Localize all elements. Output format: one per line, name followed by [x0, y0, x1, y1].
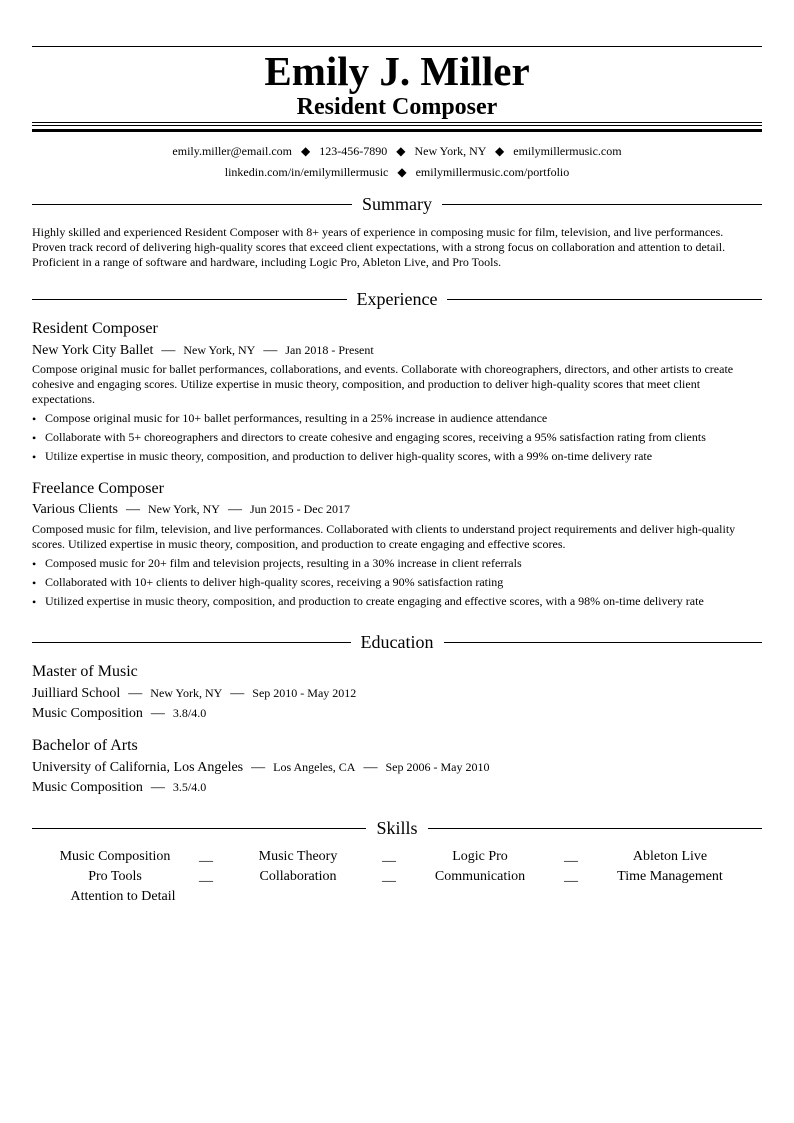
contact-line-1	[32, 143, 762, 159]
bullet-icon: •	[32, 595, 37, 609]
diamond-separator-icon: ◆	[301, 144, 311, 158]
summary-text: Highly skilled and experienced Resident Composer with 8+ years of experience in composing music for film, television, and live performances. Proven track record of delivering high-quality scores that exceed client expectations, with a strong focus on collaboration and attention to detail. Proficient in a range of software and hardware, including Logic Pro, Ableton Live, and Pro Tools.	[32, 225, 726, 269]
contact-website[interactable]: emilymillermusic.com	[513, 144, 622, 158]
degree-dates: Sep 2010 - May 2012	[252, 686, 357, 700]
diamond-separator-icon: ◆	[397, 165, 407, 179]
job-description: Compose original music for ballet performances, collaborations, and events. Collaborate with choreographers, directors, and other artists to create cohesive and engaging scores. Utilize expertise in music theory, composition, and production to deliver high-quality scores that meet client expectations.	[32, 362, 734, 406]
list-item	[32, 556, 762, 575]
bullet-text: Utilize expertise in music theory, composition, and production to deliver high-quality scores, with a 99% on-time delivery rate	[45, 449, 653, 463]
skills-heading	[32, 817, 762, 839]
em-dash: —	[150, 780, 165, 795]
job-role: Resident Composer	[32, 320, 158, 337]
job-bullets	[32, 411, 762, 468]
skill-item: Logic Pro	[452, 849, 508, 864]
job-meta	[32, 500, 350, 519]
degree-location: New York, NY	[150, 686, 223, 700]
header-rule-thick	[32, 129, 762, 132]
list-item	[32, 449, 762, 468]
candidate-name: Emily J. Miller	[264, 48, 530, 94]
skills-heading-label: Skills	[376, 818, 418, 838]
skill-item: Pro Tools	[88, 869, 142, 884]
degree-major-meta	[32, 704, 206, 723]
list-item	[32, 411, 762, 430]
em-dash: —	[363, 760, 378, 775]
degree-name: Bachelor of Arts	[32, 737, 138, 754]
skill-separator: __	[564, 849, 578, 864]
skill-item: Music Theory	[258, 849, 338, 864]
degree-location: Los Angeles, CA	[273, 760, 356, 774]
em-dash: —	[128, 686, 143, 701]
skill-item: Ableton Live	[632, 849, 708, 864]
bullet-icon: •	[32, 450, 37, 464]
experience-heading-label: Experience	[356, 289, 438, 309]
summary-heading-label: Summary	[362, 194, 432, 214]
job-org: New York City Ballet	[32, 343, 154, 358]
diamond-separator-icon: ◆	[495, 144, 505, 158]
degree-major: Music Composition	[32, 706, 143, 721]
job-description: Composed music for film, television, and live performances. Collaborated with clients to understand project requirements and deliver high-quality scores. Utilized expertise in music theory, composition, and production to create engaging and effective scores.	[32, 522, 736, 551]
bullet-text: Collaborated with 10+ clients to deliver high-quality scores, receiving a 90% satisfaction rating	[45, 575, 504, 589]
header-rule-thin-2	[32, 125, 762, 126]
skill-separator: __	[199, 869, 213, 884]
bullet-text: Compose original music for 10+ ballet performances, resulting in a 25% increase in audience attendance	[45, 411, 548, 425]
education-heading	[32, 631, 762, 653]
bullet-icon: •	[32, 576, 37, 590]
header-rule-thin-1	[32, 122, 762, 123]
contact-email[interactable]: emily.miller@email.com	[172, 144, 292, 158]
em-dash: —	[263, 343, 278, 358]
list-item	[32, 430, 762, 449]
job-location: New York, NY	[147, 502, 220, 516]
job-role: Freelance Composer	[32, 480, 164, 497]
skill-item: Music Composition	[59, 849, 171, 864]
em-dash: —	[251, 760, 266, 775]
contact-line-2	[32, 164, 762, 180]
list-item	[32, 575, 762, 594]
degree-gpa: 3.5/4.0	[172, 780, 207, 794]
bullet-icon: •	[32, 557, 37, 571]
em-dash: —	[125, 502, 140, 517]
education-heading-label: Education	[360, 632, 434, 652]
bullet-text: Composed music for 20+ film and television projects, resulting in a 30% increase in client referrals	[45, 556, 522, 570]
diamond-separator-icon: ◆	[396, 144, 406, 158]
em-dash: —	[230, 686, 245, 701]
job-meta	[32, 341, 374, 360]
candidate-title: Resident Composer	[296, 94, 498, 120]
skill-item: Attention to Detail	[70, 889, 176, 904]
job-org: Various Clients	[32, 502, 118, 517]
skill-item: Collaboration	[259, 869, 337, 884]
list-item	[32, 594, 762, 613]
skill-separator: __	[382, 849, 396, 864]
degree-school: Juilliard School	[32, 686, 121, 701]
job-location: New York, NY	[183, 343, 256, 357]
skill-separator: __	[199, 849, 213, 864]
degree-school-meta	[32, 758, 489, 777]
bullet-icon: •	[32, 412, 37, 426]
job-dates: Jan 2018 - Present	[285, 343, 374, 357]
contact-phone[interactable]: 123-456-7890	[319, 144, 388, 158]
bullet-icon: •	[32, 431, 37, 445]
em-dash: —	[150, 706, 165, 721]
degree-name: Master of Music	[32, 663, 138, 680]
contact-location: New York, NY	[414, 144, 487, 158]
degree-major-meta	[32, 778, 206, 797]
bullet-text: Utilized expertise in music theory, composition, and production to create engaging and effective scores, with a 98% on-time delivery rate	[45, 594, 704, 608]
em-dash: —	[161, 343, 176, 358]
skill-separator: __	[564, 869, 578, 884]
skill-separator: __	[382, 869, 396, 884]
degree-school: University of California, Los Angeles	[32, 760, 244, 775]
skill-item: Communication	[434, 869, 526, 884]
em-dash: —	[227, 502, 242, 517]
degree-gpa: 3.8/4.0	[172, 706, 207, 720]
bullet-text: Collaborate with 5+ choreographers and directors to create cohesive and engaging scores, receiving a 95% satisfaction rating from clients	[45, 430, 706, 444]
contact-linkedin[interactable]: linkedin.com/in/emilymillermusic	[224, 165, 389, 179]
degree-major: Music Composition	[32, 780, 143, 795]
degree-dates: Sep 2006 - May 2010	[385, 760, 490, 774]
job-bullets	[32, 556, 762, 613]
contact-portfolio[interactable]: emilymillermusic.com/portfolio	[415, 165, 570, 179]
header-top-rule	[32, 46, 762, 47]
degree-school-meta	[32, 684, 356, 703]
job-dates: Jun 2015 - Dec 2017	[249, 502, 350, 516]
experience-heading	[32, 288, 762, 310]
summary-heading	[32, 193, 762, 215]
skill-item: Time Management	[617, 869, 723, 884]
